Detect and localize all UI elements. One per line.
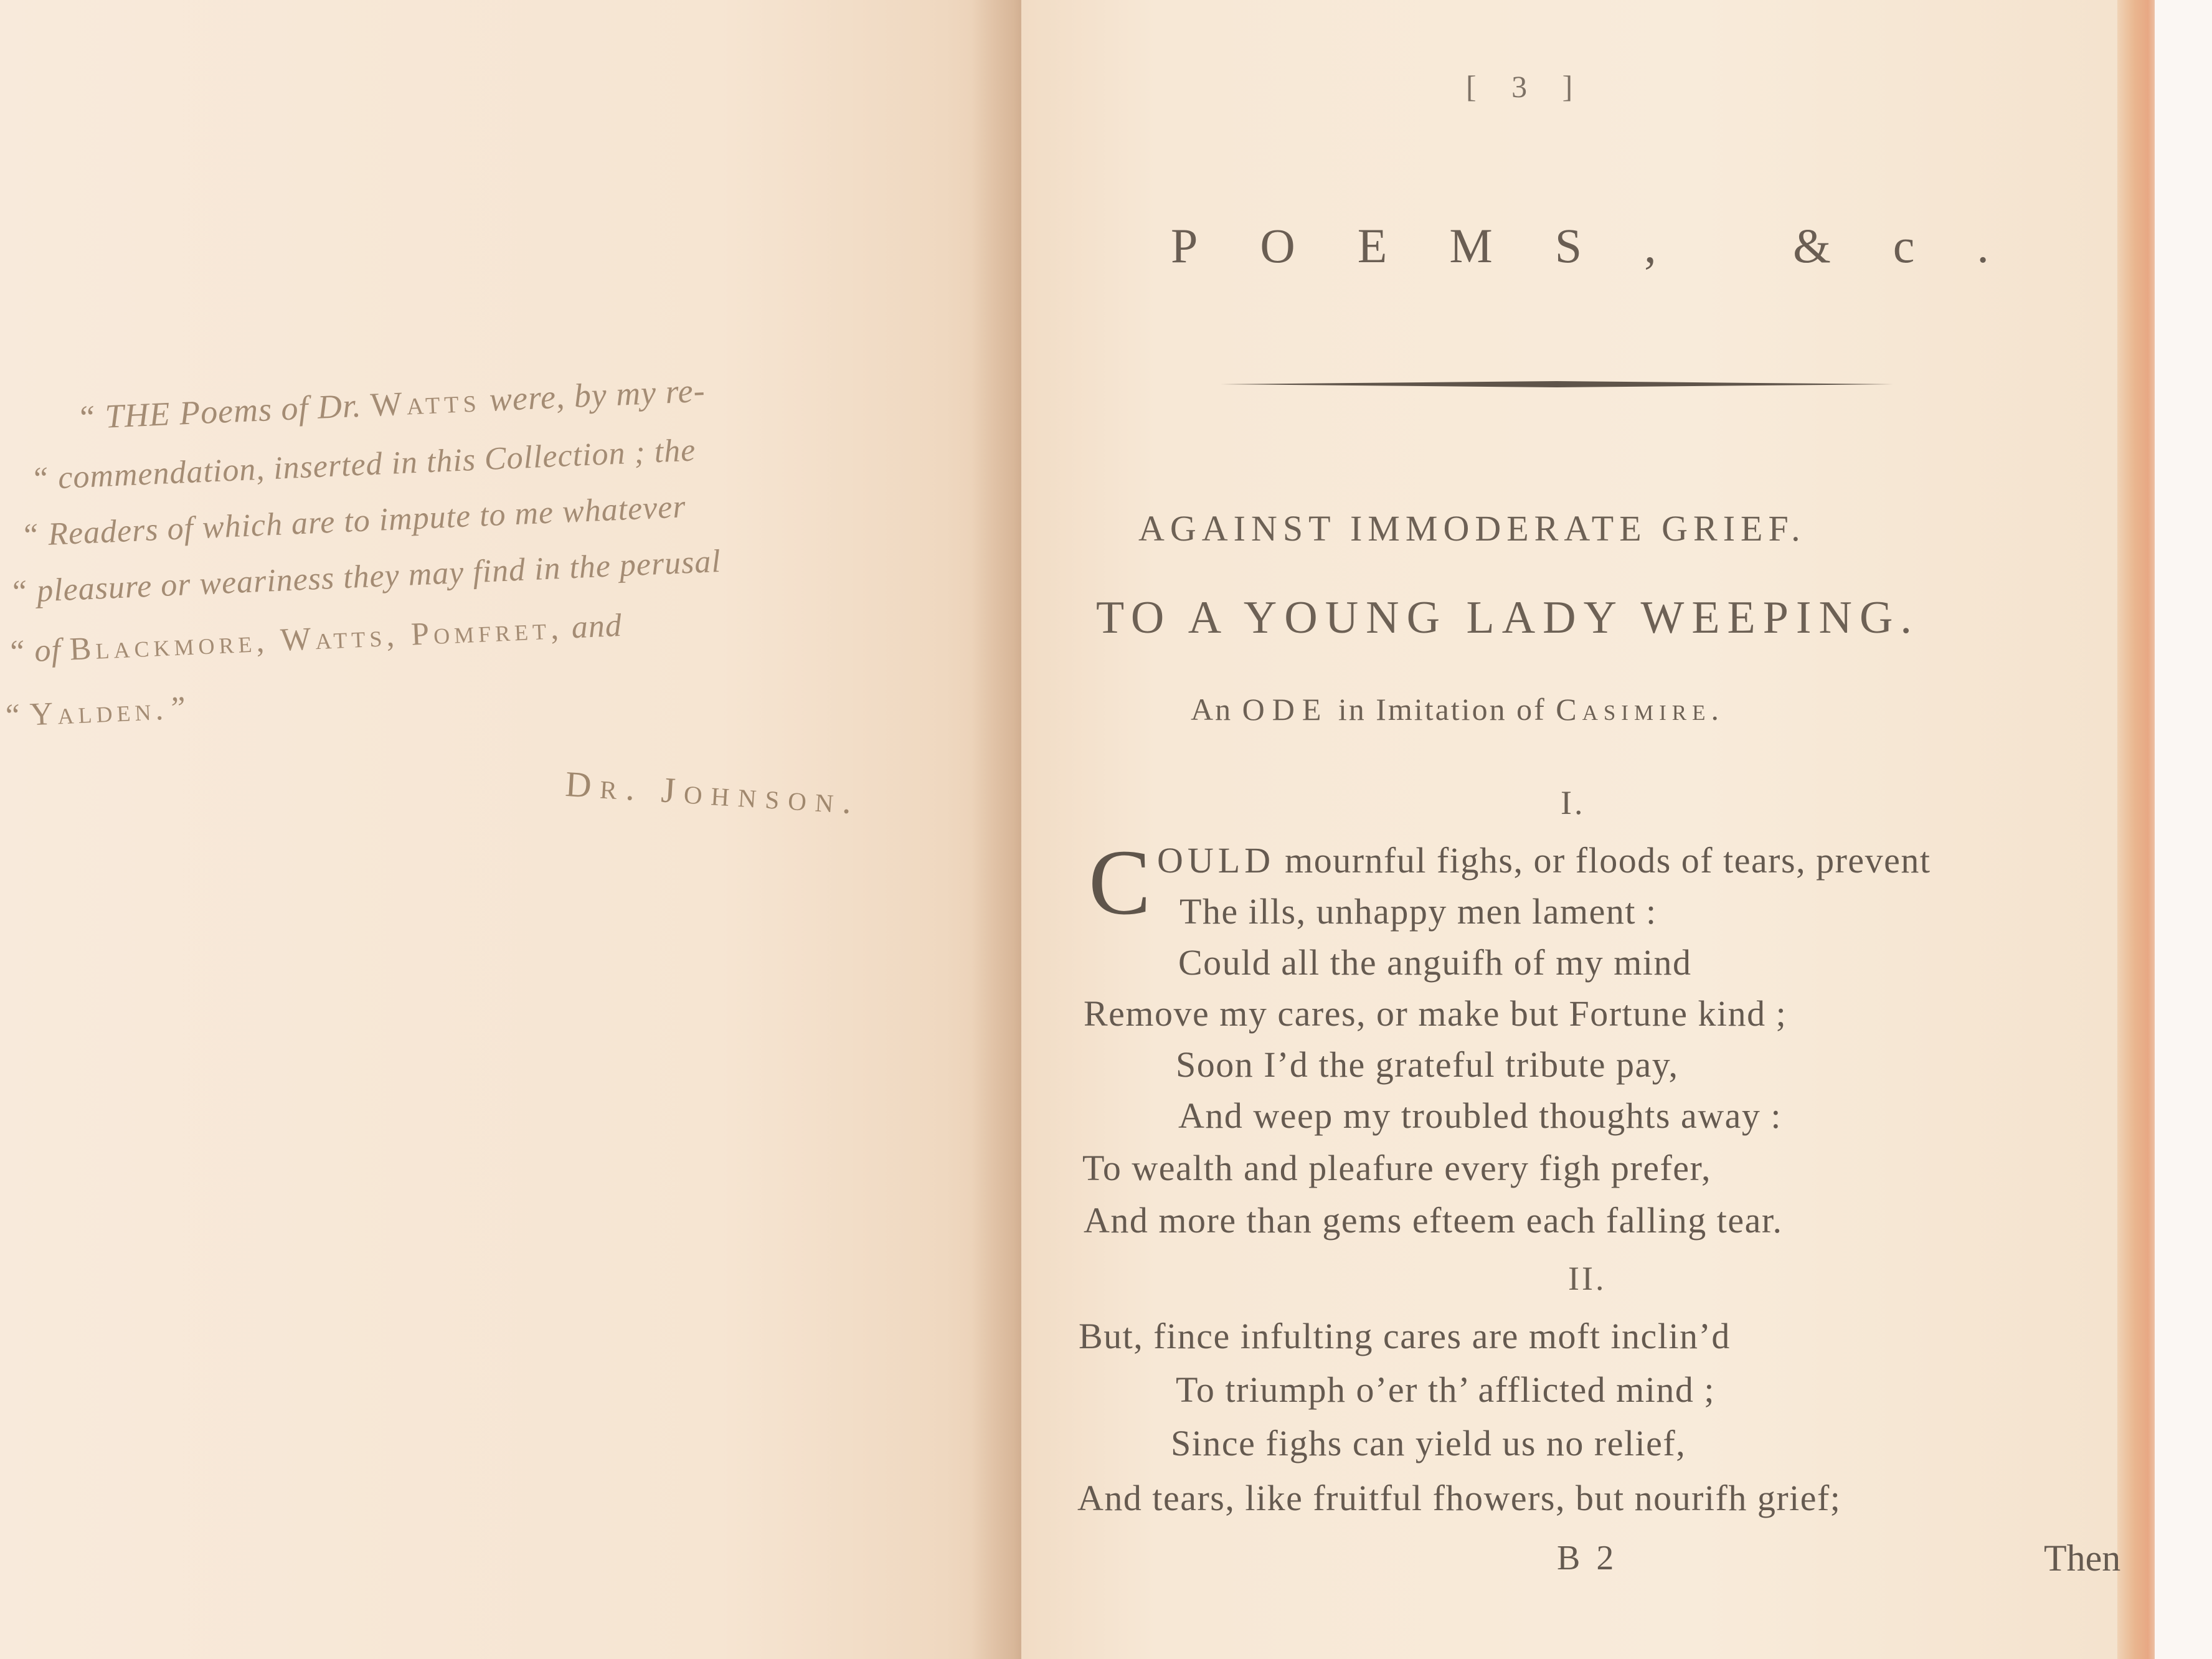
quote-text: were, by my re-: [480, 371, 706, 419]
verse-line: Remove my cares, or make but Fortune kind ;: [1084, 993, 1787, 1034]
quote-line: [9, 543, 722, 611]
catchword: Then: [2044, 1538, 2121, 1579]
quote-text: “ THE Poems of Dr.: [75, 386, 372, 437]
verse-line: Soon I’d the grateful tribute pay,: [1176, 1044, 1679, 1085]
quote-text: “ pleasure or weariness they may find in the perusal: [9, 543, 722, 610]
quote-text: “ commendation, inserted in this Collection ; the: [30, 432, 697, 497]
verse-line: Could all the anguifh of my mind: [1178, 942, 1692, 983]
stanza-number: I.: [1561, 784, 1586, 821]
quote-text: “: [1, 697, 31, 734]
verse-text: mournful fighs, or floods of tears, prevent: [1275, 840, 1931, 881]
page-number: [ 3 ]: [1466, 69, 1587, 104]
quote-text: “ Readers of which are to impute to me whatever: [20, 489, 687, 554]
quote-line: [2, 689, 187, 734]
verse-line: And tears, like fruitful fhowers, but nourifh grief;: [1077, 1478, 1841, 1518]
subtitle-author: Casimire.: [1556, 692, 1724, 727]
signature-mark: B 2: [1557, 1539, 1618, 1577]
subtitle-text: in Imitation of: [1328, 692, 1556, 727]
poem-subtitle: [1191, 691, 1724, 727]
verse-caps: OULD: [1157, 840, 1275, 881]
verse-line: The ills, unhappy men lament :: [1179, 891, 1657, 932]
quote-smallcaps: Blackmore, Watts, Pomfret,: [69, 610, 564, 668]
verse-line: And weep my troubled thoughts away :: [1178, 1095, 1782, 1136]
quote-text: ”: [166, 690, 187, 727]
verse-line: But, fince infulting cares are moft inclin’d: [1079, 1316, 1731, 1356]
subtitle-ode: ODE: [1242, 692, 1329, 727]
ornamental-rule: [1221, 381, 1893, 387]
quote-line: [76, 371, 706, 437]
page-title: POEMS, &c.: [1171, 219, 2051, 273]
poem-heading: AGAINST IMMODERATE GRIEF.: [1138, 508, 1806, 549]
verse-line: And more than gems efteem each falling tear.: [1084, 1200, 1783, 1241]
stanza-number: II.: [1568, 1260, 1607, 1297]
verse-line: [1157, 839, 1931, 881]
quote-smallcaps: Watts: [369, 381, 481, 424]
drop-cap: C: [1089, 831, 1151, 934]
verse-line: Since fighs can yield us no relief,: [1171, 1423, 1686, 1463]
verse-line: To wealth and pleafure every figh prefer,: [1082, 1148, 1712, 1188]
quote-attribution: Dr. Johnson.: [564, 763, 862, 822]
quote-line: [20, 488, 687, 554]
quote-text: and: [562, 607, 623, 646]
quote-text: “ of: [6, 631, 71, 670]
quote-smallcaps: Yalden.: [29, 691, 169, 733]
subtitle-text: An: [1191, 692, 1242, 727]
poem-subheading: TO A YOUNG LADY WEEPING.: [1096, 592, 1919, 643]
quote-line: [6, 607, 623, 671]
quote-line: [30, 432, 696, 498]
backdrop: [2155, 0, 2212, 1659]
verse-line: To triumph o’er th’ afflicted mind ;: [1176, 1369, 1716, 1410]
